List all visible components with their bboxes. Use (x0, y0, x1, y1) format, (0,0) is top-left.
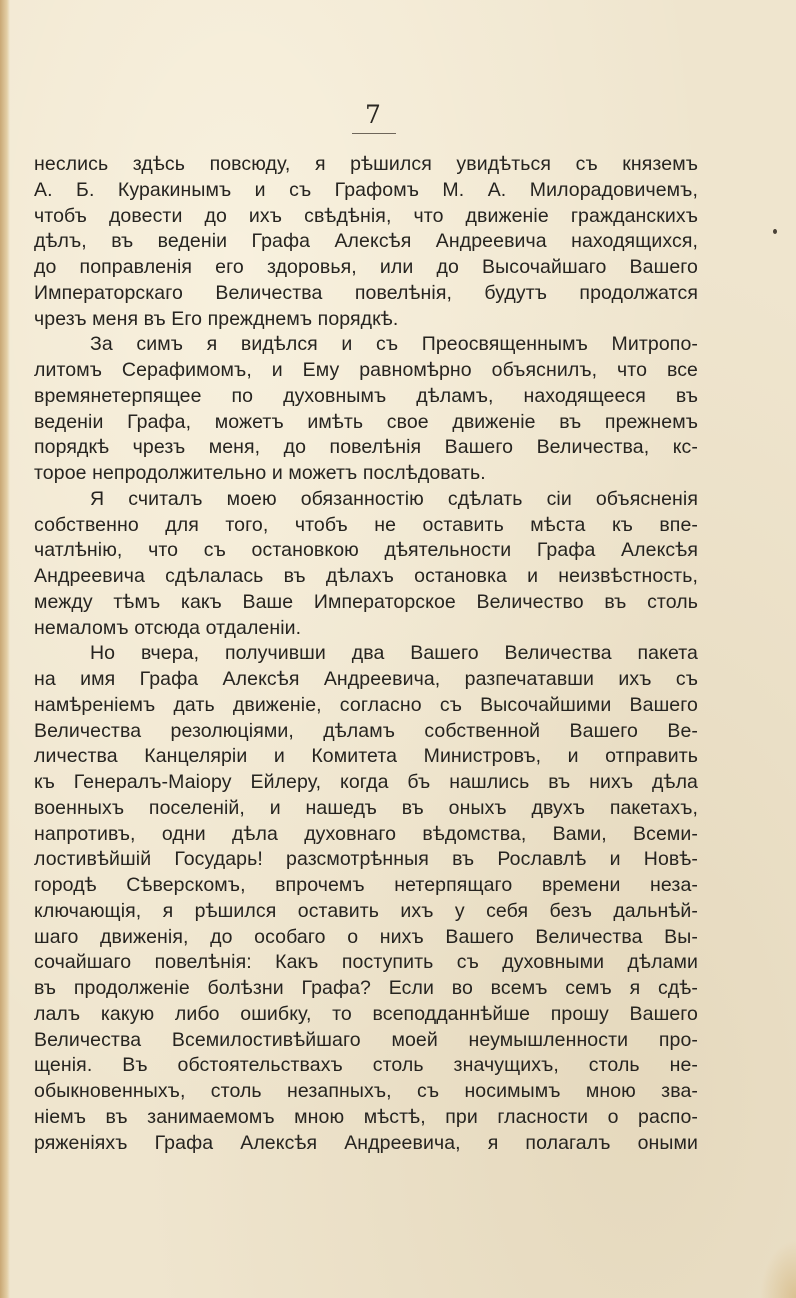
text-line: лалъ какую либо ошибку, то всеподданнѣйше прошу Вашего (34, 1002, 698, 1025)
paragraph-start-line: Я считалъ моею обязанностію сдѣлать сіи объясненія (90, 487, 698, 510)
text-line: щенія. Въ обстоятельствахъ столь значущихъ, столь не- (34, 1054, 698, 1077)
text-line: А. Б. Куракинымъ и съ Графомъ М. А. Милорадовичемъ, (34, 178, 698, 201)
text-line: намѣреніемъ дать движеніе, согласно съ Высочайшими Вашего (34, 693, 698, 716)
text-line: чрезъ меня въ Его прежднемъ порядкѣ. (34, 307, 399, 330)
paper-speck (773, 229, 777, 234)
text-line: къ Генералъ-Маіору Ейлеру, когда бъ нашлись въ нихъ дѣла (34, 771, 698, 793)
text-line: неслись здѣсь повсюду, я рѣшился увидѣться съ княземъ (34, 153, 698, 175)
text-line: чатлѣнію, что съ остановкою дѣятельности Графа Алексѣя (34, 539, 698, 562)
text-line: между тѣмъ какъ Ваше Императорское Величество въ столь (34, 590, 698, 613)
text-line: времянетерпящее по духовнымъ дѣламъ, находящееся въ (34, 384, 698, 407)
text-line: торое непродолжительно и можетъ послѣдовать. (34, 462, 486, 484)
text-line: собственно для того, чтобъ не оставить мѣста къ впе- (34, 513, 698, 536)
page-number-rule (352, 133, 396, 134)
text-line: до поправленія его здоровья, или до Высочайшаго Вашего (34, 256, 698, 278)
text-line: Императорскаго Величества повелѣнія, будутъ продолжатся (34, 281, 698, 304)
paragraph-start-line: Но вчера, получивши два Вашего Величества пакета (90, 642, 698, 665)
text-line: военныхъ поселеній, и нашедъ въ оныхъ двухъ пакетахъ, (34, 796, 698, 819)
body-text (34, 152, 698, 1156)
text-line: напротивъ, одни дѣла духовнаго вѣдомства, Вами, Всеми- (34, 822, 698, 845)
text-line: немаломъ отсюда отдаленіи. (34, 616, 302, 639)
text-line: порядкѣ чрезъ меня, до повелѣнія Вашего Величества, кс- (34, 436, 698, 459)
text-line: ключающія, я рѣшился оставить ихъ у себя безъ дальнѣй- (34, 899, 698, 922)
text-line: веденіи Графа, можетъ имѣть свое движеніе въ прежнемъ (34, 410, 698, 433)
text-line: въ продолженіе болѣзни Графа? Если во всемъ семъ я сдѣ- (34, 977, 698, 999)
text-line: ніемъ въ занимаемомъ мною мѣстѣ, при гласности о распо- (34, 1105, 698, 1128)
text-line: на имя Графа Алексѣя Андреевича, разпечатавши ихъ съ (34, 668, 698, 690)
text-line: обыкновенныхъ, столь незапныхъ, съ носимымъ мною зва- (34, 1080, 698, 1102)
text-line: литомъ Серафимомъ, и Ему равномѣрно объяснилъ, что все (34, 359, 698, 381)
text-line: городѣ Сѣверскомъ, впрочемъ нетерпящаго времени неза- (34, 874, 698, 896)
text-line: Андреевича сдѣлалась въ дѣлахъ остановка и неизвѣстность, (34, 565, 698, 587)
text-line: шаго движенія, до особаго о нихъ Вашего Величества Вы- (34, 925, 698, 948)
text-line: дѣлъ, въ веденіи Графа Алексѣя Андреевича находящихся, (34, 230, 698, 253)
text-line: сочайшаго повелѣнія: Какъ поступить съ духовными дѣлами (34, 951, 698, 974)
text-line: лостивѣйшій Государь! разсмотрѣнныя въ Рославлѣ и Новѣ- (34, 848, 698, 871)
text-line: Величества резолюціями, дѣламъ собственной Вашего Ве- (34, 719, 698, 742)
book-spine-edge (0, 0, 10, 1298)
text-line: Величества Всемилостивѣйшаго моей неумышленности про- (34, 1028, 698, 1051)
paragraph-start-line: За симъ я видѣлся и съ Преосвященнымъ Митропо- (90, 333, 698, 356)
text-line: личества Канцеляріи и Комитета Министровъ, и отправить (34, 745, 698, 768)
paper-stain (760, 1240, 796, 1298)
text-line: ряженіяхъ Графа Алексѣя Андреевича, я полагалъ оными (34, 1131, 698, 1154)
text-line: чтобъ довести до ихъ свѣдѣнія, что движеніе гражданскихъ (34, 204, 698, 227)
page-number: 7 (365, 100, 381, 129)
